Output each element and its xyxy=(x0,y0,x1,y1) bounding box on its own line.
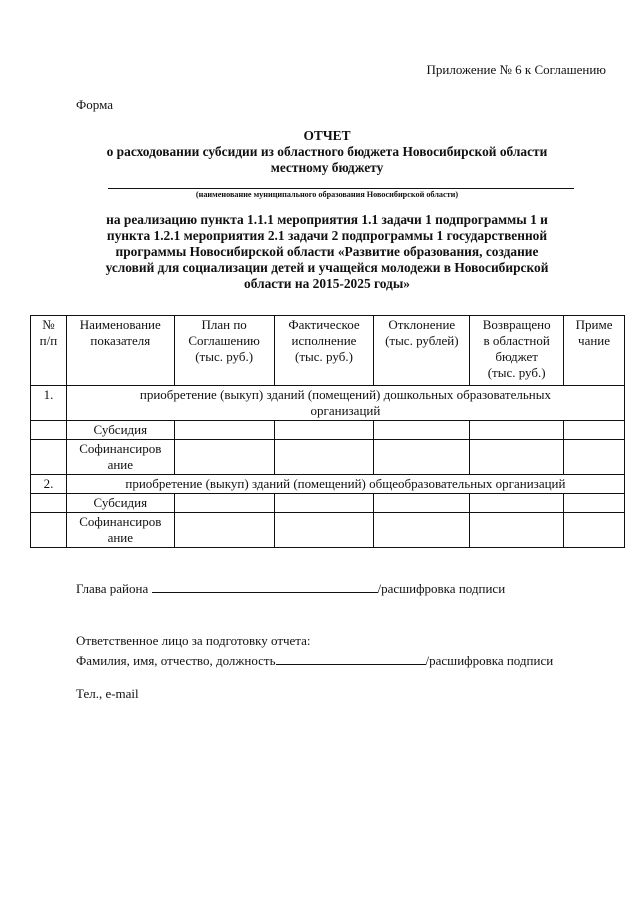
table-cell[interactable] xyxy=(470,421,564,440)
col-header-indicator: Наименование показателя xyxy=(66,316,174,386)
municipality-blank-line xyxy=(108,188,574,189)
fio-signature-suffix: /расшифровка подписи xyxy=(425,653,554,668)
head-signature-suffix: /расшифровка подписи xyxy=(377,581,506,596)
table-cell[interactable] xyxy=(174,421,274,440)
head-signature-field[interactable] xyxy=(152,580,378,593)
table-cell[interactable] xyxy=(274,513,374,548)
fio-signature-field[interactable] xyxy=(276,652,426,665)
table-cell[interactable] xyxy=(174,494,274,513)
section-row xyxy=(31,475,625,494)
section-number: 2. xyxy=(31,475,67,494)
municipality-caption: (наименование муниципального образования Новосибирской области) xyxy=(195,190,459,199)
table-cell[interactable] xyxy=(31,440,67,475)
indicator-cofinancing: Софинансиров ание xyxy=(66,513,174,548)
table-cell[interactable] xyxy=(564,440,625,475)
section-number: 1. xyxy=(31,386,67,421)
table-cell[interactable] xyxy=(470,513,564,548)
head-signature-line xyxy=(76,580,505,597)
form-label: Форма xyxy=(76,97,113,112)
purpose-line: области на 2015-2025 годы» xyxy=(244,276,410,291)
responsible-person-label: Ответственное лицо за подготовку отчета: xyxy=(76,633,311,648)
table-cell[interactable] xyxy=(470,494,564,513)
report-table xyxy=(30,315,625,548)
report-purpose xyxy=(62,212,592,292)
responsible-signature-line xyxy=(76,652,553,669)
indicator-subsidy: Субсидия xyxy=(66,421,174,440)
table-cell[interactable] xyxy=(564,494,625,513)
title-line: местному бюджету xyxy=(270,160,384,175)
table-cell[interactable] xyxy=(374,513,470,548)
table-row xyxy=(31,421,625,440)
title-line: ОТЧЕТ xyxy=(303,128,351,143)
table-cell[interactable] xyxy=(274,494,374,513)
table-cell[interactable] xyxy=(470,440,564,475)
table-cell[interactable] xyxy=(274,440,374,475)
table-cell[interactable] xyxy=(174,513,274,548)
purpose-line: условий для социализации детей и учащейся молодежи в Новосибирской xyxy=(105,260,549,275)
section-title: приобретение (выкуп) зданий (помещений) дошкольных образовательных организаций xyxy=(66,386,624,421)
table-row xyxy=(31,513,625,548)
fio-label: Фамилия, имя, отчество, должность xyxy=(76,653,276,668)
table-cell[interactable] xyxy=(374,440,470,475)
table-cell[interactable] xyxy=(374,494,470,513)
purpose-line: на реализацию пункта 1.1.1 мероприятия 1.1 задачи 1 подпрограммы 1 и xyxy=(106,212,548,227)
table-cell[interactable] xyxy=(564,513,625,548)
section-row xyxy=(31,386,625,421)
table-row xyxy=(31,494,625,513)
col-header-note: Приме чание xyxy=(564,316,625,386)
col-header-number: № п/п xyxy=(31,316,67,386)
indicator-cofinancing: Софинансиров ание xyxy=(66,440,174,475)
table-row xyxy=(31,440,625,475)
table-cell[interactable] xyxy=(174,440,274,475)
purpose-line: пункта 1.2.1 мероприятия 2.1 задачи 2 подпрограммы 1 государственной xyxy=(106,228,548,243)
table-cell[interactable] xyxy=(374,421,470,440)
report-title xyxy=(62,128,592,176)
table-cell[interactable] xyxy=(31,494,67,513)
purpose-line: программы Новосибирской области «Развитие образования, создание xyxy=(115,244,539,259)
table-cell[interactable] xyxy=(564,421,625,440)
head-label: Глава района xyxy=(76,581,149,596)
table-cell[interactable] xyxy=(31,421,67,440)
indicator-subsidy: Субсидия xyxy=(66,494,174,513)
appendix-label: Приложение № 6 к Соглашению xyxy=(426,62,606,77)
table-cell[interactable] xyxy=(274,421,374,440)
table-header-row xyxy=(31,316,625,386)
title-line: о расходовании субсидии из областного бюджета Новосибирской области xyxy=(106,144,548,159)
col-header-actual: Фактическое исполнение (тыс. руб.) xyxy=(274,316,374,386)
section-title: приобретение (выкуп) зданий (помещений) общеобразовательных организаций xyxy=(66,475,624,494)
col-header-returned: Возвращено в областной бюджет (тыс. руб.) xyxy=(470,316,564,386)
contacts-label: Тел., e-mail xyxy=(76,686,139,701)
col-header-plan: План по Соглашению (тыс. руб.) xyxy=(174,316,274,386)
table-cell[interactable] xyxy=(31,513,67,548)
col-header-deviation: Отклонение (тыс. рублей) xyxy=(374,316,470,386)
